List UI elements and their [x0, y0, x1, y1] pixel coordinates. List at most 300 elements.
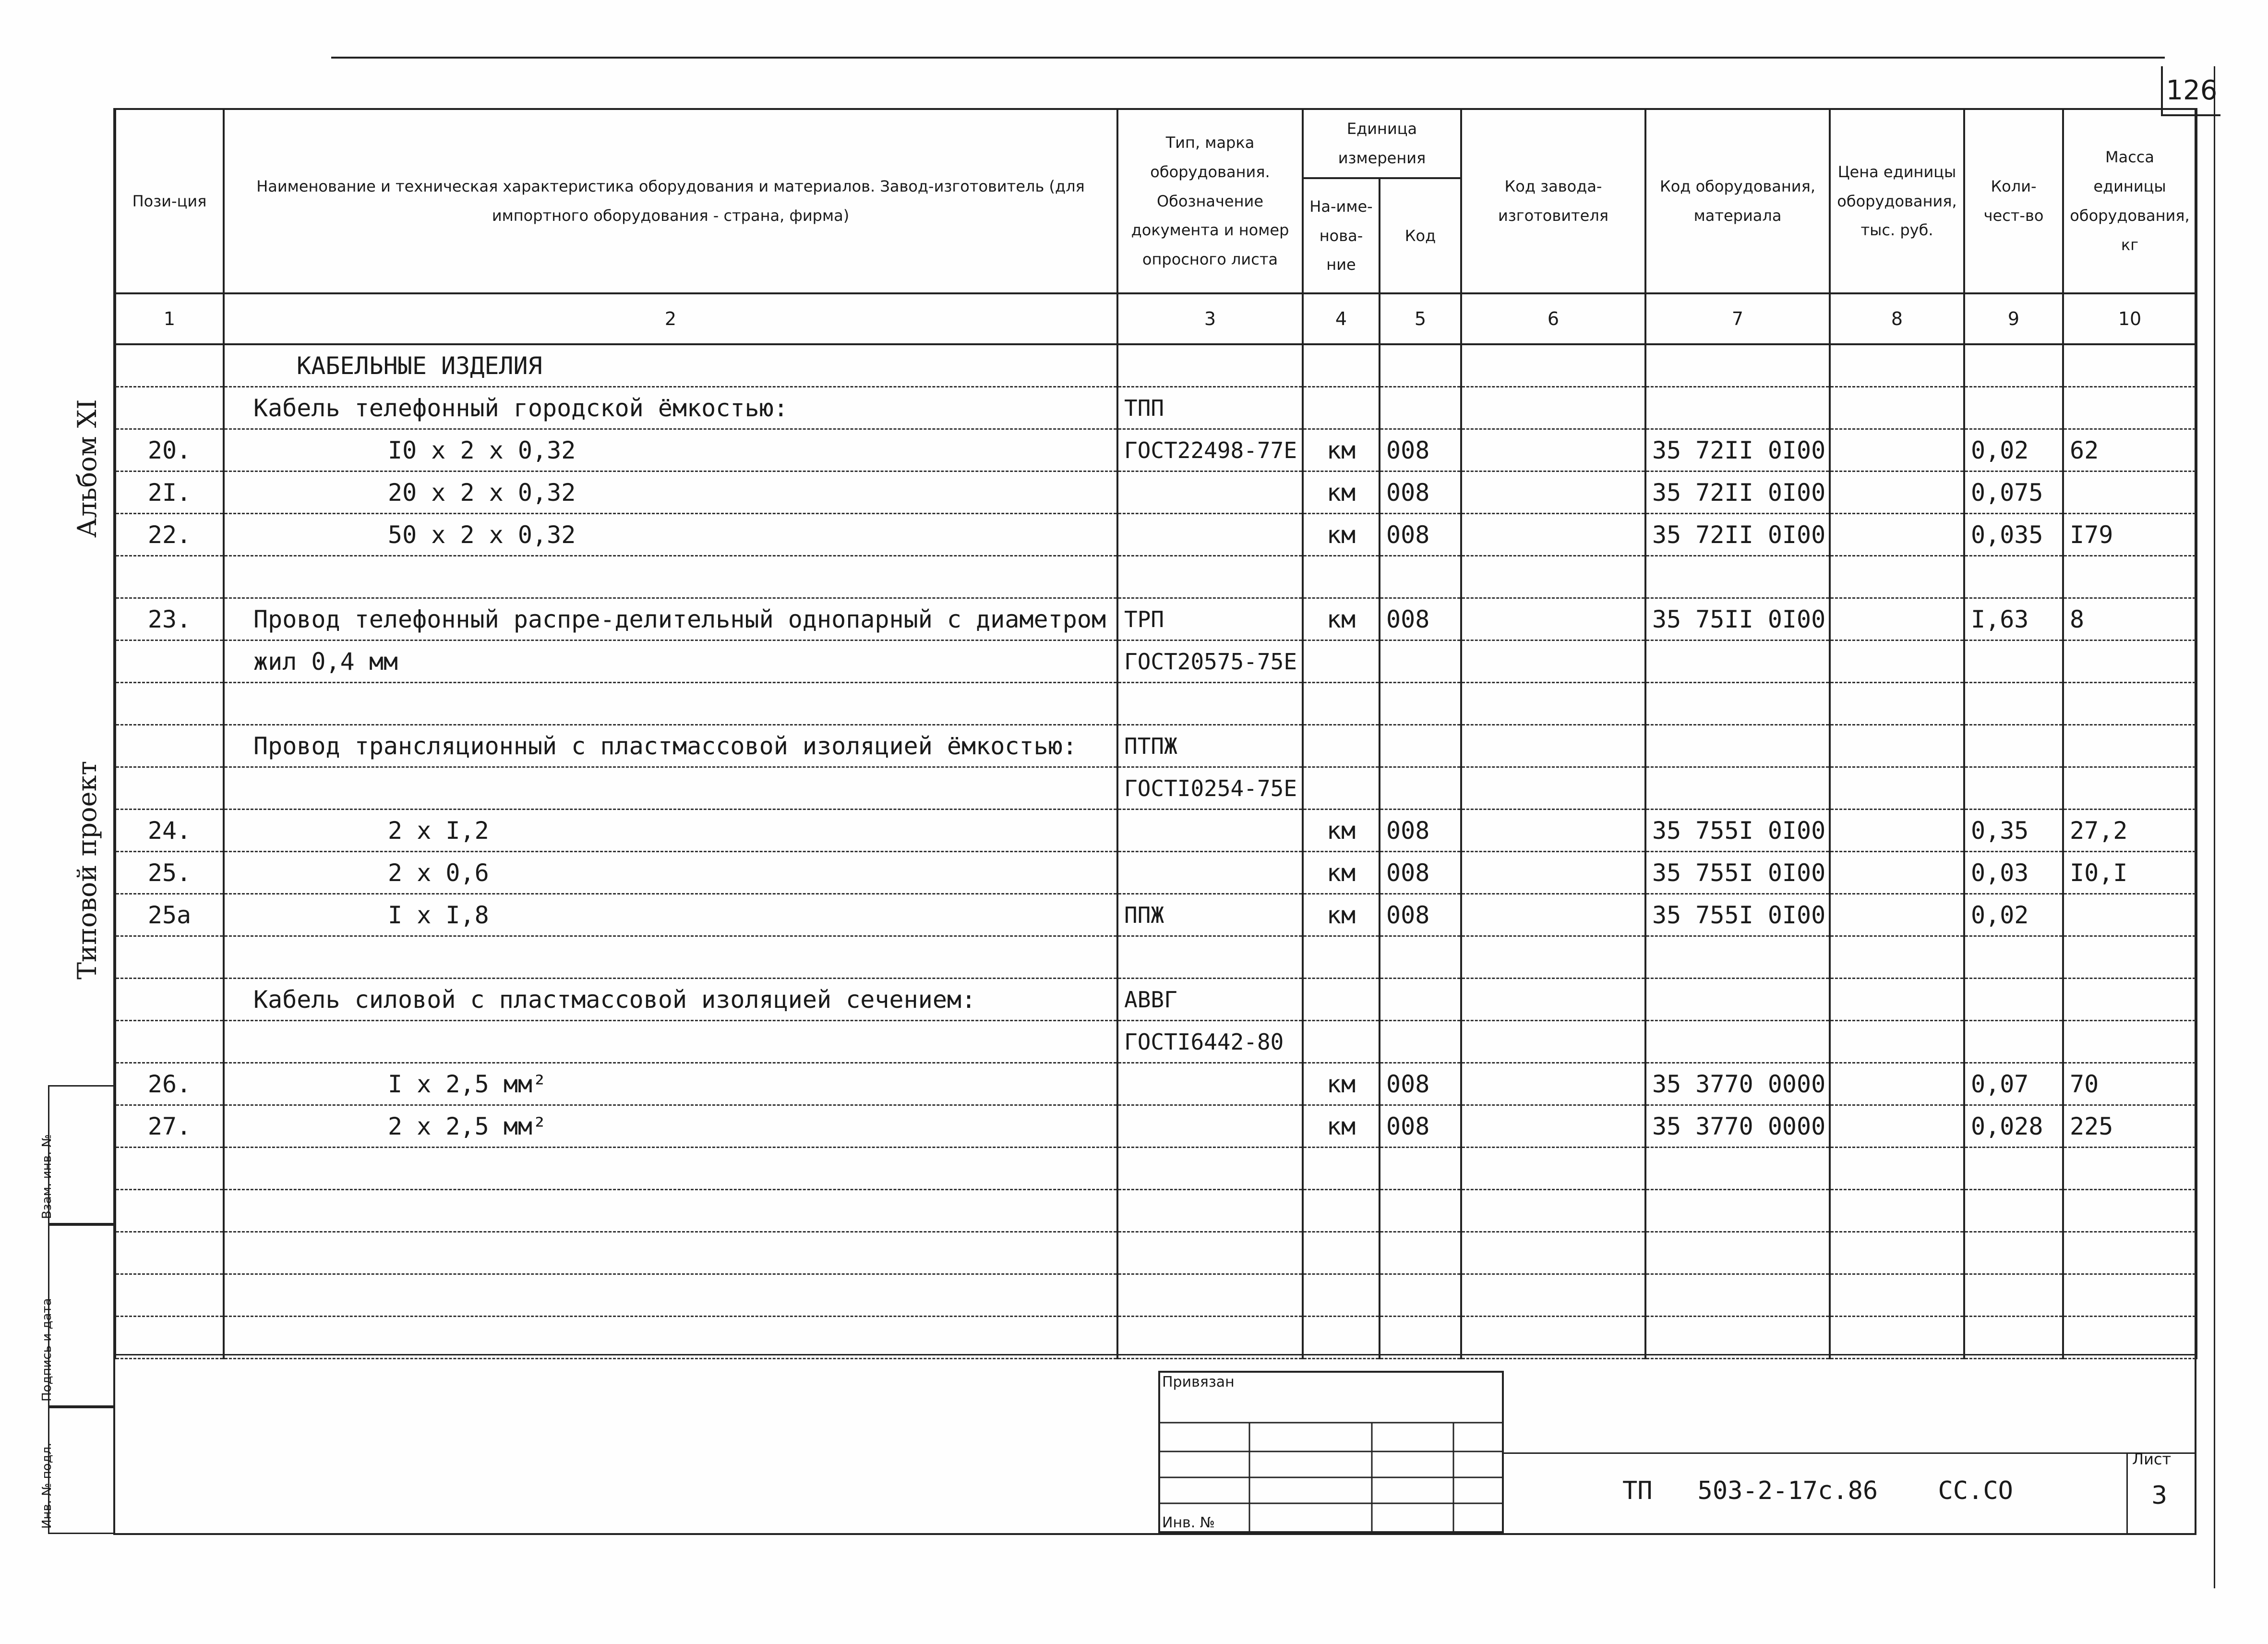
unit-code-cell — [1380, 725, 1461, 767]
mass-cell — [2063, 1021, 2196, 1063]
unit-code-cell: 008 — [1380, 598, 1461, 641]
mass-cell — [2063, 1317, 2196, 1359]
qty-cell: 0,035 — [1964, 514, 2063, 556]
name-cell: 2 x 0,6 — [224, 852, 1117, 894]
equip-code-cell: 35 72II 0I00 — [1645, 429, 1830, 471]
qty-cell — [1964, 387, 2063, 429]
price-cell — [1830, 1274, 1964, 1317]
position-cell: 20. — [115, 429, 224, 471]
type-cell: ТРП — [1117, 598, 1303, 641]
unit-name-cell — [1303, 641, 1380, 683]
table-row — [115, 556, 2196, 598]
unit-name-cell — [1303, 979, 1380, 1021]
header-name: Наименование и техническая характеристика оборудования и материалов. Завод-изготовитель (для импортного оборудования - страна, фирма) — [224, 109, 1117, 293]
bottom-frame-line — [113, 1533, 2196, 1535]
maker-code-cell — [1461, 1317, 1645, 1359]
header-unit-code: Код — [1380, 178, 1461, 293]
qty-cell: 0,02 — [1964, 429, 2063, 471]
name-cell — [224, 1190, 1117, 1232]
type-cell: ППЖ — [1117, 894, 1303, 936]
position-cell — [115, 1190, 224, 1232]
equip-code-cell — [1645, 556, 1830, 598]
type-cell — [1117, 683, 1303, 725]
table-row — [115, 852, 2196, 894]
right-edge-line — [2214, 66, 2215, 1588]
mass-cell — [2063, 979, 2196, 1021]
maker-code-cell — [1461, 979, 1645, 1021]
unit-code-cell: 008 — [1380, 810, 1461, 852]
price-cell — [1830, 683, 1964, 725]
table-row — [115, 1232, 2196, 1274]
price-cell — [1830, 979, 1964, 1021]
qty-cell — [1964, 767, 2063, 810]
price-cell — [1830, 1105, 1964, 1148]
price-cell — [1830, 767, 1964, 810]
type-cell — [1117, 1148, 1303, 1190]
unit-name-cell — [1303, 344, 1380, 387]
unit-name-cell: км — [1303, 1105, 1380, 1148]
header-maker-code: Код заводa-изготовителя — [1461, 109, 1645, 293]
table-row — [115, 429, 2196, 471]
unit-code-cell — [1380, 1190, 1461, 1232]
name-cell: 50 x 2 x 0,32 — [224, 514, 1117, 556]
equip-code-cell — [1645, 344, 1830, 387]
type-cell — [1117, 1274, 1303, 1317]
position-cell — [115, 979, 224, 1021]
album-side-label: Альбом XI — [72, 399, 102, 538]
position-cell — [115, 1274, 224, 1317]
side-stamp-signature — [40, 1224, 115, 1407]
name-cell — [224, 1232, 1117, 1274]
equip-code-cell — [1645, 1148, 1830, 1190]
type-cell — [1117, 1317, 1303, 1359]
header-position: Пози-ция — [115, 109, 224, 293]
header-type: Тип, марка оборудования. Обозначение документа и номер опросного листа — [1117, 109, 1303, 293]
mass-cell — [2063, 387, 2196, 429]
side-stamp-inventory — [40, 1407, 115, 1534]
price-cell — [1830, 1317, 1964, 1359]
price-cell — [1830, 1232, 1964, 1274]
type-cell — [1117, 1105, 1303, 1148]
specification-table — [114, 108, 2197, 1359]
type-cell — [1117, 471, 1303, 514]
type-cell: АВВГ — [1117, 979, 1303, 1021]
maker-code-cell — [1461, 429, 1645, 471]
maker-code-cell — [1461, 387, 1645, 429]
maker-code-cell — [1461, 471, 1645, 514]
unit-code-cell — [1380, 1274, 1461, 1317]
table-row — [115, 1190, 2196, 1232]
name-cell — [224, 1021, 1117, 1063]
col-num: 1 — [115, 293, 224, 344]
position-cell: 23. — [115, 598, 224, 641]
equip-code-cell — [1645, 979, 1830, 1021]
name-cell: 2 x 2,5 мм² — [224, 1105, 1117, 1148]
qty-cell: 0,35 — [1964, 810, 2063, 852]
position-cell: 26. — [115, 1063, 224, 1105]
price-cell — [1830, 429, 1964, 471]
unit-name-cell: км — [1303, 894, 1380, 936]
table-row — [115, 767, 2196, 810]
price-cell — [1830, 641, 1964, 683]
sheet-cell-line — [2126, 1452, 2128, 1534]
type-cell — [1117, 1232, 1303, 1274]
name-cell: жил 0,4 мм — [224, 641, 1117, 683]
document-code: ТП 503-2-17с.86 СС.СО — [1622, 1476, 2013, 1505]
equip-code-cell — [1645, 387, 1830, 429]
unit-name-cell — [1303, 387, 1380, 429]
table-row — [115, 471, 2196, 514]
table-row — [115, 598, 2196, 641]
position-cell — [115, 936, 224, 979]
col-num: 10 — [2063, 293, 2196, 344]
unit-name-cell — [1303, 1148, 1380, 1190]
qty-cell — [1964, 1148, 2063, 1190]
price-cell — [1830, 387, 1964, 429]
name-cell: I x 2,5 мм² — [224, 1063, 1117, 1105]
name-cell: I x I,8 — [224, 894, 1117, 936]
equip-code-cell — [1645, 1317, 1830, 1359]
type-cell — [1117, 514, 1303, 556]
doc-code-line — [1504, 1452, 2196, 1454]
price-cell — [1830, 936, 1964, 979]
unit-name-cell — [1303, 1190, 1380, 1232]
col-num: 8 — [1830, 293, 1964, 344]
table-row — [115, 387, 2196, 429]
name-cell — [224, 683, 1117, 725]
unit-code-cell: 008 — [1380, 852, 1461, 894]
qty-cell — [1964, 725, 2063, 767]
equip-code-cell — [1645, 725, 1830, 767]
maker-code-cell — [1461, 725, 1645, 767]
column-numbers-row — [115, 293, 2196, 344]
qty-cell: 0,02 — [1964, 894, 2063, 936]
title-block — [1158, 1371, 1504, 1533]
col-num: 6 — [1461, 293, 1645, 344]
table-row — [115, 979, 2196, 1021]
position-cell — [115, 556, 224, 598]
name-cell — [224, 556, 1117, 598]
maker-code-cell — [1461, 598, 1645, 641]
unit-name-cell: км — [1303, 598, 1380, 641]
mass-cell — [2063, 936, 2196, 979]
maker-code-cell — [1461, 641, 1645, 683]
mass-cell: 225 — [2063, 1105, 2196, 1148]
maker-code-cell — [1461, 1232, 1645, 1274]
unit-code-cell: 008 — [1380, 1105, 1461, 1148]
col-num: 9 — [1964, 293, 2063, 344]
maker-code-cell — [1461, 556, 1645, 598]
equip-code-cell: 35 3770 0000 — [1645, 1063, 1830, 1105]
unit-name-cell: км — [1303, 514, 1380, 556]
maker-code-cell — [1461, 514, 1645, 556]
type-cell — [1117, 1063, 1303, 1105]
position-cell: 27. — [115, 1105, 224, 1148]
unit-code-cell — [1380, 387, 1461, 429]
position-cell: 2I. — [115, 471, 224, 514]
price-cell — [1830, 514, 1964, 556]
name-cell: Кабель силовой с пластмассовой изоляцией сечением: — [224, 979, 1117, 1021]
equip-code-cell: 35 755I 0I00 — [1645, 810, 1830, 852]
equip-code-cell — [1645, 767, 1830, 810]
name-cell: Кабель телефонный городской ёмкостью: — [224, 387, 1117, 429]
type-cell — [1117, 344, 1303, 387]
unit-code-cell — [1380, 683, 1461, 725]
price-cell — [1830, 810, 1964, 852]
name-cell — [224, 767, 1117, 810]
unit-code-cell — [1380, 1232, 1461, 1274]
header-price: Цена единицы оборудования, тыс. руб. — [1830, 109, 1964, 293]
equip-code-cell — [1645, 1190, 1830, 1232]
table-row — [115, 1148, 2196, 1190]
unit-code-cell — [1380, 1148, 1461, 1190]
unit-code-cell: 008 — [1380, 1063, 1461, 1105]
equip-code-cell — [1645, 936, 1830, 979]
table-row — [115, 936, 2196, 979]
unit-name-cell: км — [1303, 810, 1380, 852]
type-cell — [1117, 810, 1303, 852]
name-cell: Провод телефонный распре-делительный однопарный с диаметром — [224, 598, 1117, 641]
mass-cell — [2063, 1232, 2196, 1274]
table-row — [115, 1021, 2196, 1063]
maker-code-cell — [1461, 1063, 1645, 1105]
price-cell — [1830, 894, 1964, 936]
mass-cell: 62 — [2063, 429, 2196, 471]
unit-code-cell — [1380, 767, 1461, 810]
mass-cell — [2063, 641, 2196, 683]
maker-code-cell — [1461, 1021, 1645, 1063]
table-row — [115, 683, 2196, 725]
qty-cell — [1964, 344, 2063, 387]
maker-code-cell — [1461, 1148, 1645, 1190]
name-cell — [224, 936, 1117, 979]
table-row — [115, 514, 2196, 556]
unit-code-cell — [1380, 1317, 1461, 1359]
table-row — [115, 1274, 2196, 1317]
qty-cell: 0,03 — [1964, 852, 2063, 894]
unit-name-cell — [1303, 767, 1380, 810]
position-cell — [115, 725, 224, 767]
unit-name-cell — [1303, 725, 1380, 767]
maker-code-cell — [1461, 1105, 1645, 1148]
qty-cell — [1964, 1021, 2063, 1063]
project-side-label: Типовой проект — [72, 761, 102, 979]
mass-cell — [2063, 894, 2196, 936]
type-cell: ГОСТ20575-75Е — [1117, 641, 1303, 683]
table-row — [115, 344, 2196, 387]
mass-cell — [2063, 556, 2196, 598]
unit-name-cell — [1303, 1021, 1380, 1063]
unit-name-cell — [1303, 1274, 1380, 1317]
position-cell — [115, 641, 224, 683]
inventory-label: Инв. № — [1162, 1514, 1215, 1531]
unit-name-cell: км — [1303, 429, 1380, 471]
type-cell — [1117, 936, 1303, 979]
mass-cell — [2063, 1274, 2196, 1317]
position-cell — [115, 1021, 224, 1063]
qty-cell — [1964, 1317, 2063, 1359]
position-cell — [115, 1148, 224, 1190]
table-row — [115, 894, 2196, 936]
side-stamp-signature-label: Подпись и дата — [40, 1298, 54, 1402]
qty-cell: I,63 — [1964, 598, 2063, 641]
col-num: 7 — [1645, 293, 1830, 344]
name-cell: 20 x 2 x 0,32 — [224, 471, 1117, 514]
type-cell: ПТПЖ — [1117, 725, 1303, 767]
qty-cell — [1964, 1232, 2063, 1274]
unit-code-cell: 008 — [1380, 894, 1461, 936]
table-row — [115, 1063, 2196, 1105]
maker-code-cell — [1461, 936, 1645, 979]
sheet-label: Лист — [2132, 1450, 2172, 1468]
position-cell — [115, 767, 224, 810]
mass-cell — [2063, 344, 2196, 387]
position-cell: 25а — [115, 894, 224, 936]
approved-label: Привязан — [1162, 1374, 1235, 1390]
type-cell — [1117, 1190, 1303, 1232]
price-cell — [1830, 344, 1964, 387]
position-cell — [115, 387, 224, 429]
header-qty: Коли-чест-во — [1964, 109, 2063, 293]
maker-code-cell — [1461, 894, 1645, 936]
equip-code-cell: 35 3770 0000 — [1645, 1105, 1830, 1148]
qty-cell — [1964, 641, 2063, 683]
title-block-grid — [1158, 1371, 1504, 1533]
top-frame-line — [331, 57, 2165, 59]
position-cell — [115, 683, 224, 725]
unit-name-cell: км — [1303, 471, 1380, 514]
unit-code-cell: 008 — [1380, 514, 1461, 556]
table-row — [115, 725, 2196, 767]
mass-cell — [2063, 1190, 2196, 1232]
qty-cell — [1964, 556, 2063, 598]
mass-cell: 70 — [2063, 1063, 2196, 1105]
price-cell — [1830, 725, 1964, 767]
maker-code-cell — [1461, 810, 1645, 852]
unit-name-cell — [1303, 1232, 1380, 1274]
col-num: 2 — [224, 293, 1117, 344]
mass-cell — [2063, 1148, 2196, 1190]
equip-code-cell: 35 755I 0I00 — [1645, 894, 1830, 936]
unit-code-cell — [1380, 556, 1461, 598]
name-cell: 2 x I,2 — [224, 810, 1117, 852]
type-cell — [1117, 852, 1303, 894]
equip-code-cell: 35 755I 0I00 — [1645, 852, 1830, 894]
col-num: 3 — [1117, 293, 1303, 344]
unit-name-cell — [1303, 556, 1380, 598]
price-cell — [1830, 1063, 1964, 1105]
equip-code-cell — [1645, 641, 1830, 683]
col-num: 4 — [1303, 293, 1380, 344]
header-unit-group: Единица измерения — [1303, 109, 1461, 178]
price-cell — [1830, 852, 1964, 894]
side-stamp-replace-label: Взам. инв. № — [40, 1134, 54, 1219]
unit-code-cell — [1380, 979, 1461, 1021]
unit-name-cell — [1303, 683, 1380, 725]
qty-cell — [1964, 979, 2063, 1021]
name-cell — [224, 1274, 1117, 1317]
mass-cell: 27,2 — [2063, 810, 2196, 852]
table-row — [115, 641, 2196, 683]
name-cell — [224, 1148, 1117, 1190]
type-cell: ТПП — [1117, 387, 1303, 429]
mass-cell — [2063, 725, 2196, 767]
maker-code-cell — [1461, 344, 1645, 387]
equip-code-cell: 35 72II 0I00 — [1645, 514, 1830, 556]
mass-cell — [2063, 471, 2196, 514]
unit-code-cell — [1380, 1021, 1461, 1063]
unit-name-cell: км — [1303, 1063, 1380, 1105]
type-cell: ГОСТI6442-80 — [1117, 1021, 1303, 1063]
position-cell — [115, 344, 224, 387]
position-cell: 22. — [115, 514, 224, 556]
header-unit-name: На-име-нова-ние — [1303, 178, 1380, 293]
unit-code-cell: 008 — [1380, 429, 1461, 471]
table-row — [115, 1105, 2196, 1148]
equip-code-cell — [1645, 1232, 1830, 1274]
price-cell — [1830, 556, 1964, 598]
position-cell — [115, 1317, 224, 1359]
mass-cell: I0,I — [2063, 852, 2196, 894]
side-stamp-inventory-label: Инв. № подл. — [40, 1442, 54, 1529]
qty-cell — [1964, 936, 2063, 979]
maker-code-cell — [1461, 1190, 1645, 1232]
header-mass: Масса единицы оборудования, кг — [2063, 109, 2196, 293]
equip-code-cell — [1645, 1274, 1830, 1317]
equip-code-cell: 35 72II 0I00 — [1645, 471, 1830, 514]
maker-code-cell — [1461, 767, 1645, 810]
type-cell — [1117, 556, 1303, 598]
qty-cell: 0,07 — [1964, 1063, 2063, 1105]
unit-code-cell — [1380, 641, 1461, 683]
mass-cell — [2063, 767, 2196, 810]
header-equip-code: Код оборудования, материала — [1645, 109, 1830, 293]
price-cell — [1830, 471, 1964, 514]
col-num: 5 — [1380, 293, 1461, 344]
table-row — [115, 810, 2196, 852]
sheet-number: 126 — [2161, 66, 2220, 116]
qty-cell — [1964, 1190, 2063, 1232]
type-cell: ГОСТI0254-75Е — [1117, 767, 1303, 810]
unit-name-cell: км — [1303, 852, 1380, 894]
price-cell — [1830, 1190, 1964, 1232]
equip-code-cell: 35 75II 0I00 — [1645, 598, 1830, 641]
unit-code-cell: 008 — [1380, 471, 1461, 514]
qty-cell: 0,075 — [1964, 471, 2063, 514]
maker-code-cell — [1461, 852, 1645, 894]
position-cell: 24. — [115, 810, 224, 852]
type-cell: ГОСТ22498-77Е — [1117, 429, 1303, 471]
name-cell: КАБЕЛЬНЫЕ ИЗДЕЛИЯ — [224, 344, 1117, 387]
mass-cell — [2063, 683, 2196, 725]
name-cell: Провод трансляционный с пластмассовой изоляцией ёмкостью: — [224, 725, 1117, 767]
equip-code-cell — [1645, 683, 1830, 725]
table-row — [115, 1317, 2196, 1359]
qty-cell — [1964, 683, 2063, 725]
unit-code-cell — [1380, 344, 1461, 387]
qty-cell: 0,028 — [1964, 1105, 2063, 1148]
unit-code-cell — [1380, 936, 1461, 979]
mass-cell: I79 — [2063, 514, 2196, 556]
price-cell — [1830, 1148, 1964, 1190]
position-cell — [115, 1232, 224, 1274]
equip-code-cell — [1645, 1021, 1830, 1063]
name-cell — [224, 1317, 1117, 1359]
unit-name-cell — [1303, 1317, 1380, 1359]
side-stamp-replace — [40, 1085, 115, 1224]
sheet-value: 3 — [2151, 1481, 2168, 1510]
price-cell — [1830, 598, 1964, 641]
